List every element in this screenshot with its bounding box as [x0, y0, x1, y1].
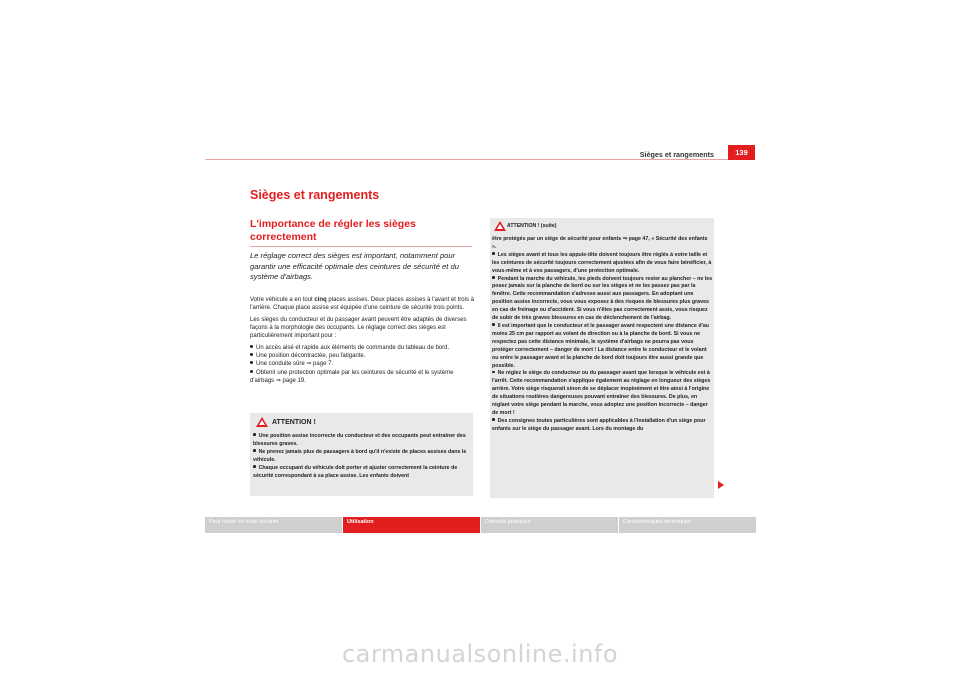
warning-item	[253, 449, 471, 465]
bullet-icon	[250, 353, 253, 356]
warning-item	[492, 370, 713, 417]
header-rule	[205, 159, 728, 160]
warning-item	[492, 252, 713, 276]
warning-item-text: Pendant la marche du véhicule, les pieds doivent toujours rester au plancher – ne les posez jamais sur la planche de bord ou sur les sièges et ne les passez pas par la fenêtre. Cette recommandation s'adresse aussi aux passagers. En adoptant une position assise incorrecte, vous vous exposez à des risques de blessures plus graves en cas de freinage ou d'accident. Si vous n'êtes pas correctement assis, vous risquez de subir de très graves blessures en cas de déclenchement de l'airbag.	[492, 275, 713, 322]
warning-item	[492, 323, 713, 370]
running-header-title: Sièges et rangements	[639, 150, 714, 159]
bullet-icon	[250, 361, 253, 364]
warning-item	[253, 465, 471, 481]
bullet-icon	[253, 465, 256, 468]
paragraph-text: Votre véhicule a en tout	[250, 297, 315, 303]
warning-text	[253, 433, 471, 480]
list-item	[250, 352, 474, 360]
footer-tab-tips[interactable]: Conseils pratiques	[481, 517, 618, 533]
warning-continuation: être protégés par un siège de sécurité pour enfants ⇒ page 47, « Sécurité des enfants ».	[492, 236, 708, 250]
paragraph-adjustment: Les sièges du conducteur et du passager avant peuvent être adaptés de diverses façons à la morphologie des occupants. Le réglage correct des sièges est particulièrement important pour :	[250, 316, 467, 340]
bullet-icon	[492, 323, 495, 326]
footer-tab-safety[interactable]: Pour rouler en toute sécurité	[205, 517, 342, 533]
warning-item-text: Chaque occupant du véhicule doit porter et ajuster correctement la ceinture de sécurité correspondant à sa place assise. Les enfants doivent	[253, 464, 458, 479]
bullet-icon	[253, 433, 256, 436]
warning-box-continued	[490, 218, 714, 498]
list-item	[250, 344, 474, 352]
bullet-icon	[250, 370, 253, 373]
warning-item-text: Ne prenez jamais plus de passagers à bord qu'il n'existe de places assises dans le véhicule.	[253, 448, 467, 463]
list-item	[250, 360, 474, 368]
warning-item-text: Il est important que le conducteur et le passager avant respectent une distance d'au moins 25 cm par rapport au volant de direction ou à la planche de bord. Si vous ne respectez pas cette distance minimale, le système d'airbags ne pourra pas vous protéger correctement – danger de mort ! La distance entre le conducteur et le volant ou entre le passager avant et la planche de bord doit toujours être aussi grande que possible.	[492, 322, 710, 369]
list-item-text: Une conduite sûre ⇒ page 7.	[256, 361, 334, 368]
chapter-title: Sièges et rangements	[250, 188, 380, 202]
list-item-text: Une position décontractée, peu fatigante.	[256, 353, 366, 360]
page-number: 139	[728, 145, 755, 160]
bullet-icon	[250, 345, 253, 348]
section-title: L'importance de régler les sièges correctement	[250, 218, 416, 243]
bullet-icon	[253, 449, 256, 452]
list-item-text: Obtenir une protection optimale par les ceintures de sécurité et le système d'airbags ⇒ page 19.	[250, 369, 454, 384]
list-item-text: Un accès aisé et rapide aux éléments de commande du tableau de bord.	[256, 345, 450, 352]
bullet-icon	[492, 418, 495, 421]
warning-item-text: Des consignes toutes particulières sont applicables à l'installation d'un siège pour enfants sur le siège du passager avant. Lors du montage du	[492, 417, 706, 432]
warning-item	[492, 418, 713, 434]
warning-label: ATTENTION ! (suite)	[507, 223, 557, 229]
list-item	[250, 369, 474, 385]
bullet-icon	[492, 276, 495, 279]
bullet-icon	[492, 371, 495, 374]
footer-tab-specifications[interactable]: Caractéristiques techniques	[619, 517, 756, 533]
warning-item	[492, 276, 713, 323]
warning-label: ATTENTION !	[272, 419, 316, 426]
paragraph-seats	[250, 296, 474, 312]
warning-item	[253, 433, 471, 449]
warning-box	[250, 413, 473, 496]
section-rule	[250, 246, 472, 247]
bullet-icon	[492, 252, 495, 255]
warning-text	[492, 236, 713, 434]
warning-item-text: Les sièges avant et tous les appuie-tête doivent toujours être réglés à votre taille et les ceintures de sécurité toujours correctement ajustées afin de vous faire bénéficier, à vous-même et à vos passagers, d'une protection optimale.	[492, 251, 712, 274]
warning-item-text: Ne réglez le siège du conducteur ou du passager avant que lorsque le véhicule est à l'arrêt. Cette recommandation s'applique également au réglage en longueur des sièges arrière. Votre siège risquerait sinon de se déplacer inopinément et être ainsi à l'origine de situations routières dangereuses pouvant entraîner des blessures. De plus, en réglant votre siège pendant la marche, vous adoptez une position incorrecte – danger de mort !	[492, 370, 711, 416]
body-text	[250, 296, 474, 385]
warning-triangle-icon	[494, 221, 506, 231]
warning-triangle-icon	[256, 417, 268, 427]
emphasis-five: cinq	[314, 297, 327, 303]
warning-item-text: Une position assise incorrecte du conducteur et des occupants peut entraîner des blessures graves.	[253, 433, 466, 447]
paragraph-text: places assises. Deux places assises à l'avant et trois à l'arrière. Chaque place assise est équipée d'une ceinture de sécurité trois points.	[250, 297, 474, 312]
watermark: carmanualsonline.info	[341, 640, 619, 668]
continue-arrow-icon	[718, 481, 724, 489]
intro-paragraph: Le réglage correct des sièges est important, notamment pour garantir une efficacité optimale des ceintures de sécurité et du système d'airbags.	[250, 251, 459, 282]
footer-tab-operation[interactable]: Utilisation	[343, 517, 480, 533]
